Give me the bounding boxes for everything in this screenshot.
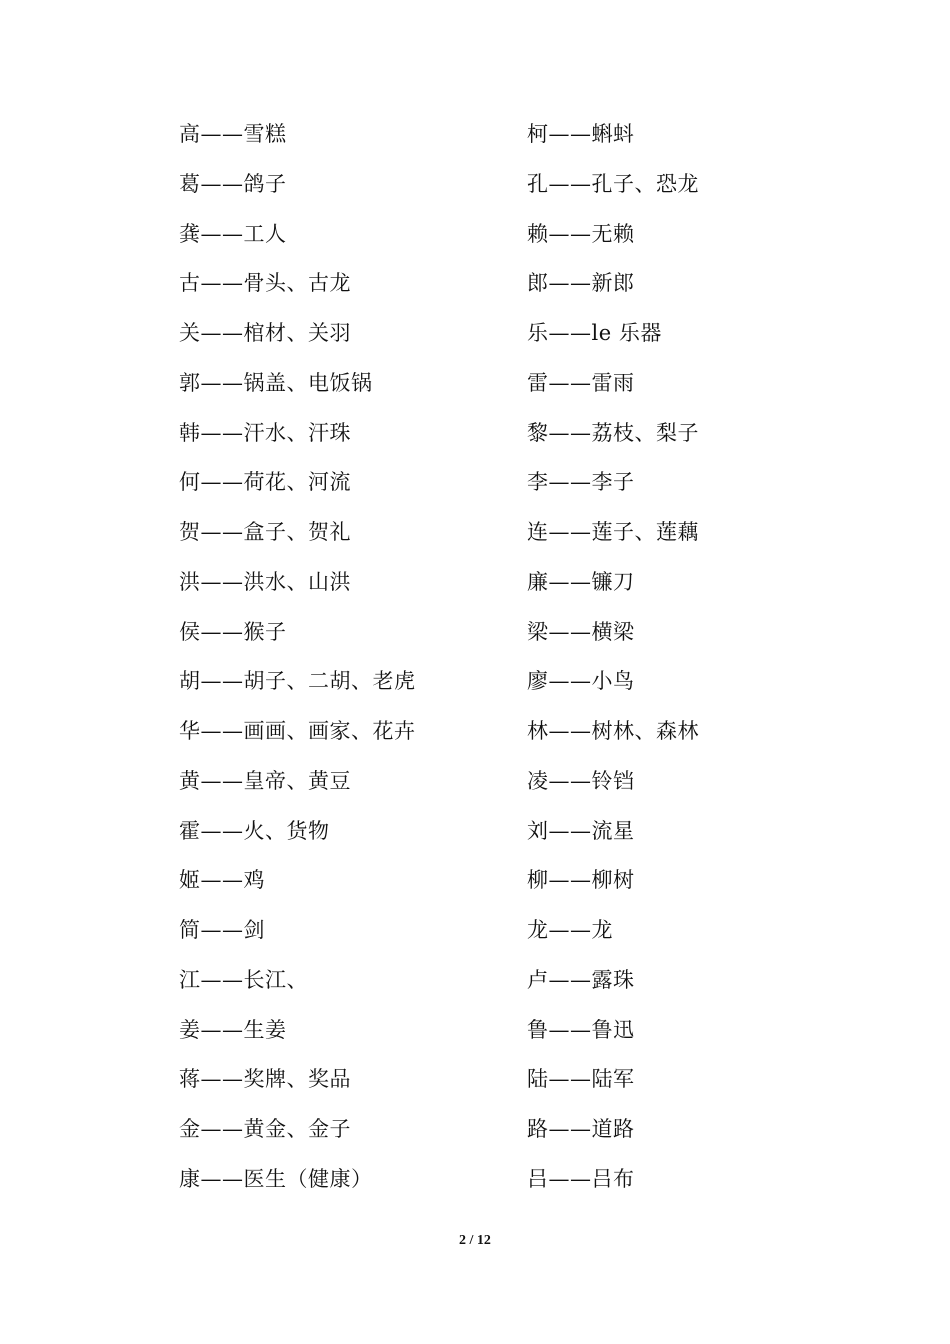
- list-item: 古——骨头、古龙: [179, 271, 351, 296]
- list-item: 路——道路: [527, 1117, 635, 1141]
- list-item: 韩——汗水、汗珠: [179, 420, 351, 445]
- list-item: 关——棺材、关羽: [179, 321, 351, 345]
- list-item: 林——树林、森林: [527, 719, 699, 743]
- list-item: 刘——流星: [527, 818, 635, 843]
- list-item: 蒋——奖牌、奖品: [179, 1067, 351, 1092]
- list-item: 金——黄金、金子: [179, 1117, 351, 1141]
- list-item: 霍——火、货物: [179, 818, 330, 843]
- list-item: 胡——胡子、二胡、老虎: [179, 669, 416, 694]
- list-item: 康——医生（健康）: [179, 1166, 373, 1191]
- list-item: 葛——鸽子: [179, 171, 287, 196]
- list-item: 贺——盒子、贺礼: [179, 520, 351, 544]
- surname-list-left: [179, 117, 499, 1212]
- list-item: 凌——铃铛: [527, 768, 635, 793]
- list-item: 李——李子: [527, 470, 635, 495]
- list-item: 郭——锅盖、电饭锅: [179, 370, 373, 395]
- list-item: 赖——无赖: [527, 221, 635, 246]
- list-item: 侯——猴子: [179, 619, 287, 644]
- list-item: 姬——鸡: [179, 868, 265, 893]
- list-item: 乐——le 乐器: [527, 321, 662, 345]
- list-item: 雷——雷雨: [527, 370, 635, 395]
- list-item: 连——莲子、莲藕: [527, 520, 699, 544]
- list-item: 龙——龙: [527, 918, 613, 942]
- list-item: 黄——皇帝、黄豆: [179, 768, 351, 793]
- list-item: 简——剑: [179, 918, 265, 942]
- list-item: 廖——小鸟: [527, 669, 635, 694]
- list-item: 高——雪糕: [179, 122, 287, 146]
- list-item: 卢——露珠: [527, 967, 635, 992]
- list-item: 何——荷花、河流: [179, 470, 351, 495]
- page-number: 2 / 12: [459, 1233, 491, 1248]
- list-item: 柯——蝌蚪: [527, 122, 635, 146]
- surname-list-right: [527, 117, 847, 1212]
- list-item: 柳——柳树: [527, 868, 635, 893]
- list-item: 孔——孔子、恐龙: [527, 171, 699, 196]
- list-item: 吕——吕布: [527, 1166, 635, 1191]
- list-item: 江——长江、: [179, 967, 308, 992]
- list-item: 梁——横梁: [527, 619, 635, 644]
- list-item: 廉——镰刀: [527, 569, 635, 594]
- list-item: 黎——荔枝、梨子: [527, 420, 699, 445]
- list-item: 华——画画、画家、花卉: [179, 719, 416, 743]
- list-item: 鲁——鲁迅: [527, 1017, 635, 1042]
- list-item: 陆——陆军: [527, 1067, 635, 1092]
- list-item: 洪——洪水、山洪: [179, 569, 351, 594]
- list-item: 郎——新郎: [527, 271, 635, 296]
- list-item: 龚——工人: [179, 221, 287, 246]
- list-item: 姜——生姜: [179, 1017, 287, 1042]
